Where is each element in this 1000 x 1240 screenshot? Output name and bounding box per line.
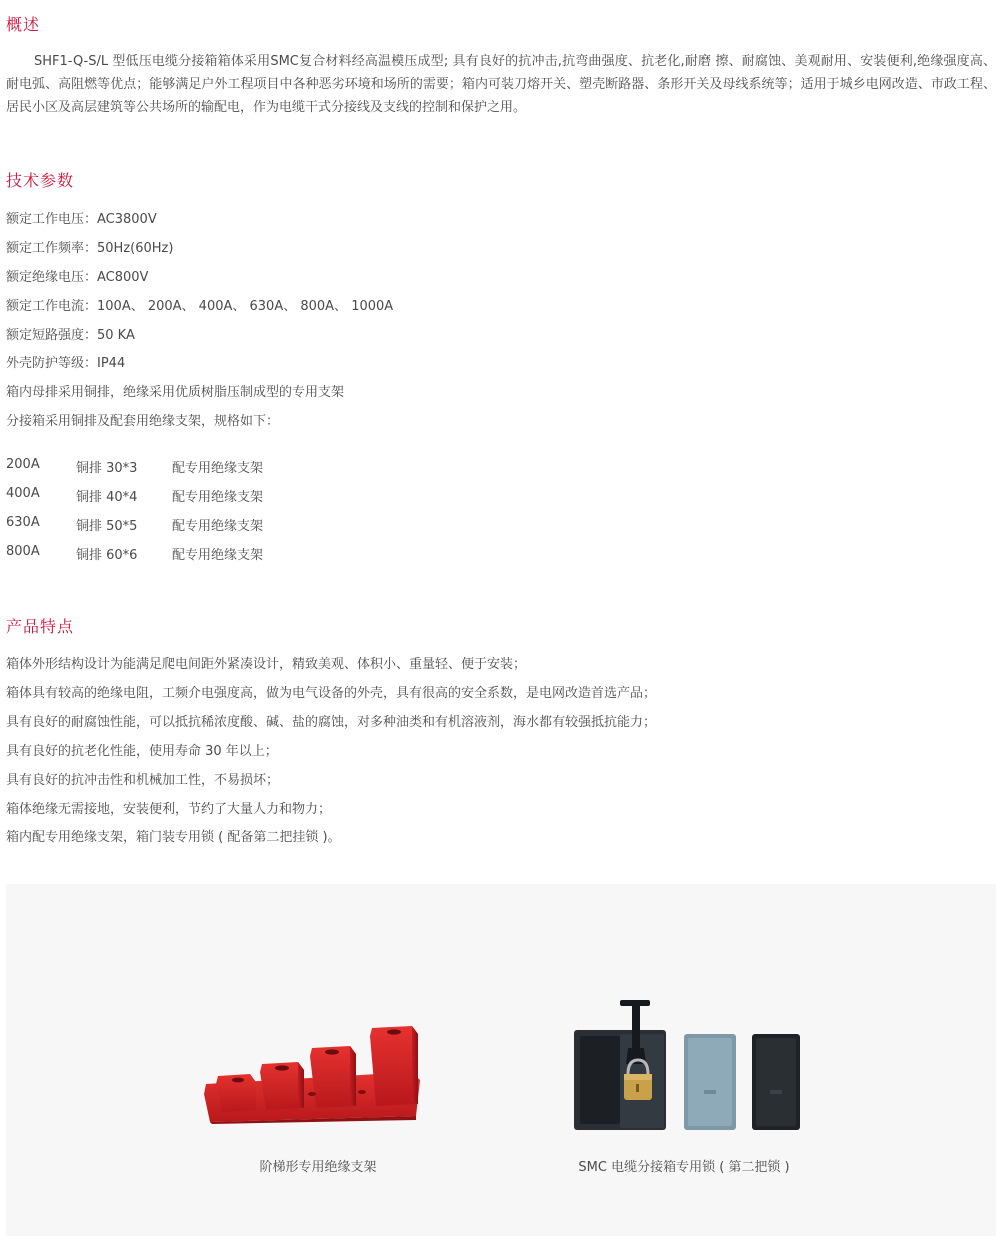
spec-busbar: 铜排 60*6 — [76, 548, 138, 563]
feature-item: 箱内配专用绝缘支架，箱门装专用锁 ( 配备第二把挂锁 )。 — [6, 830, 341, 845]
features-heading: 产品特点 — [6, 617, 75, 636]
spec-busbar: 铜排 50*5 — [76, 519, 138, 534]
tech-line-voltage: 额定工作电压：AC3800V — [6, 212, 157, 227]
tech-line-current: 额定工作电流：100A、 200A、 400A、 630A、 800A、 1000A — [6, 299, 394, 314]
spec-support: 配专用绝缘支架 — [172, 490, 264, 505]
feature-item: 具有良好的耐腐蚀性能，可以抵抗稀浓度酸、碱、盐的腐蚀，对多种油类和有机溶液剂，海水都有较强抵抗能力； — [6, 715, 657, 730]
stepped-insulation-support-image — [202, 1024, 426, 1124]
spec-current: 800A — [6, 544, 40, 559]
tech-line-spec-intro: 分接箱采用铜排及配套用绝缘支架，规格如下： — [6, 414, 280, 429]
tech-line-frequency: 额定工作频率：50Hz(60Hz) — [6, 241, 174, 256]
tech-line-insulation-voltage: 额定绝缘电压：AC800V — [6, 270, 149, 285]
caption-insulation-support: 阶梯形专用绝缘支架 — [259, 1160, 377, 1175]
spec-busbar: 铜排 30*3 — [76, 461, 138, 476]
tech-line-protection: 外壳防护等级：IP44 — [6, 356, 126, 371]
spec-current: 200A — [6, 457, 40, 472]
overview-heading: 概述 — [6, 15, 41, 34]
feature-item: 具有良好的抗冲击性和机械加工性，不易损坏； — [6, 773, 280, 788]
spec-current: 630A — [6, 515, 40, 530]
feature-item: 箱体外形结构设计为能满足爬电间距外紧凑设计，精致美观、体积小、重量轻、便于安装； — [6, 657, 527, 672]
feature-item: 具有良好的抗老化性能，使用寿命 30 年以上； — [6, 744, 278, 759]
spec-support: 配专用绝缘支架 — [172, 548, 264, 563]
cable-box-lock-image — [566, 994, 806, 1134]
feature-item: 箱体绝缘无需接地，安装便利，节约了大量人力和物力； — [6, 802, 332, 817]
feature-item: 箱体具有较高的绝缘电阻，工频介电强度高，做为电气设备的外壳，具有很高的安全系数，是电网改造首选产品； — [6, 686, 657, 701]
spec-busbar: 铜排 40*4 — [76, 490, 138, 505]
spec-support: 配专用绝缘支架 — [172, 461, 264, 476]
tech-line-short-circuit: 额定短路强度：50 KA — [6, 328, 135, 343]
spec-current: 400A — [6, 486, 40, 501]
tech-heading: 技术参数 — [6, 171, 75, 190]
product-gallery — [6, 884, 996, 1236]
overview-paragraph: SHF1-Q-S/L 型低压电缆分接箱箱体采用SMC复合材料经高温模压成型; 具有良好的抗冲击,抗弯曲强度、抗老化,耐磨 擦、耐腐蚀、美观耐用、安装便利,绝缘强度高、耐电弧、高阻燃等优点；能够满足户外工程项目中各种恶劣环境和场所的需要；箱内可装刀熔开关、塑壳断路器、条形开关及母线系统等；适用于城乡电网改造、市政工程、居民小区及高层建筑等公共场所的输配电，作为电缆干式分接线及支线的控制和保护之用。 — [6, 54, 996, 115]
spec-support: 配专用绝缘支架 — [172, 519, 264, 534]
caption-cable-box-lock: SMC 电缆分接箱专用锁 ( 第二把锁 ) — [578, 1160, 790, 1175]
tech-line-busbar: 箱内母排采用铜排，绝缘采用优质树脂压制成型的专用支架 — [6, 385, 345, 400]
